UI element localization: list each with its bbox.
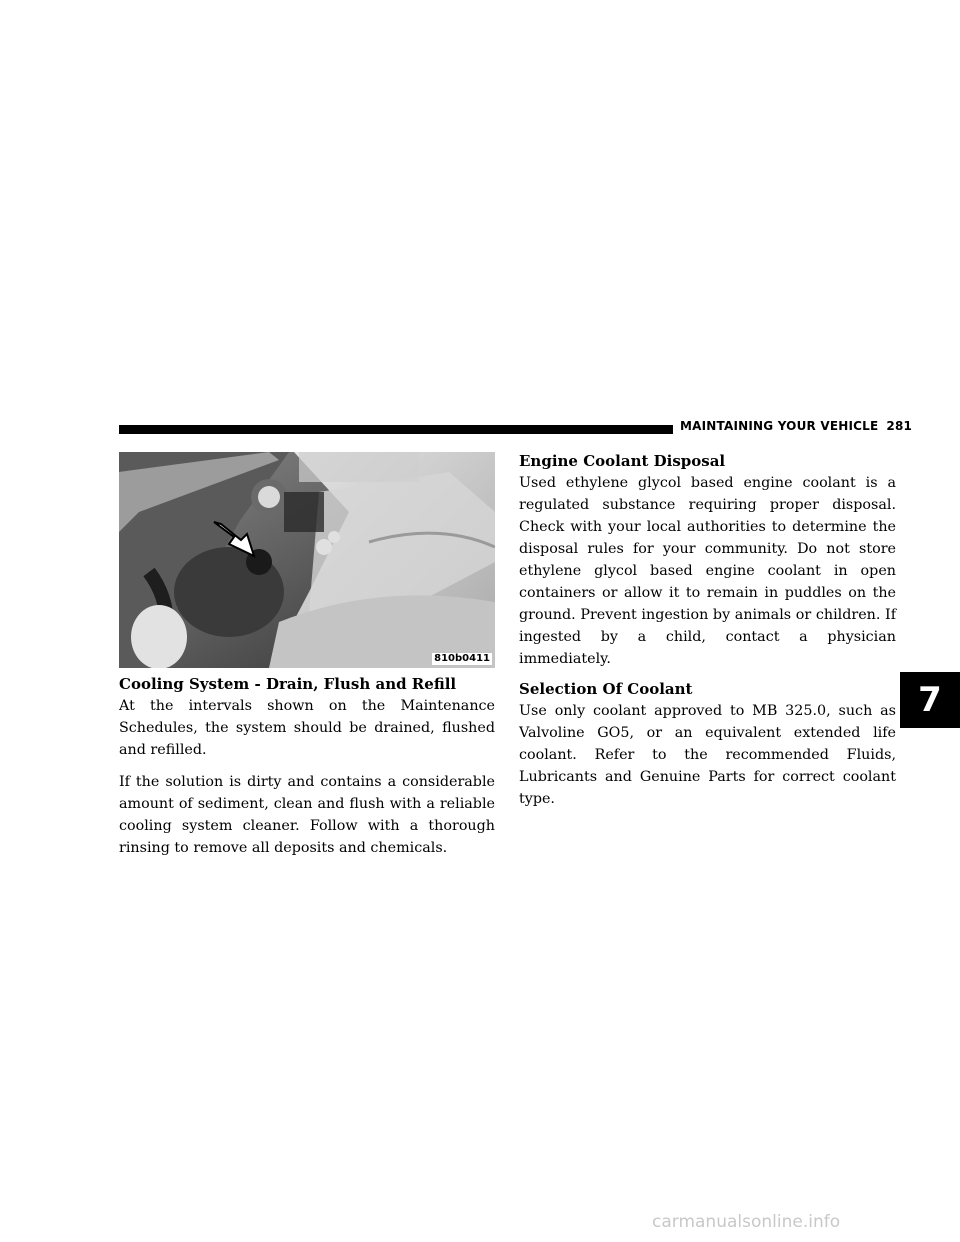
engine-bay-illustration (119, 452, 495, 668)
left-column (119, 673, 495, 859)
watermark: carmanualsonline.info (652, 1212, 841, 1232)
heading-selection-of-coolant: Selection Of Coolant (519, 680, 693, 698)
paragraph: If the solution is dirty and contains a considerable amount of sediment, clean and flush with a reliable cooling system cleaner. Follow with a thorough rinsing to remove all deposits and chemicals. (119, 774, 495, 856)
paragraph: Use only coolant approved to MB 325.0, such as Valvoline GO5, or an equivalent extended life coolant. Refer to the recommended Fluids, Lubricants and Genuine Parts for correct coolant type. (519, 703, 896, 807)
section-title: MAINTAINING YOUR VEHICLE (680, 419, 879, 433)
heading-cooling-system: Cooling System - Drain, Flush and Refill (119, 675, 457, 693)
paragraph: At the intervals shown on the Maintenance Schedules, the system should be drained, flushed and refilled. (119, 698, 495, 758)
right-column (519, 450, 896, 810)
chapter-tab: 7 (900, 672, 960, 728)
page-number: 281 (886, 419, 913, 433)
figure-code: 810b0411 (434, 653, 490, 664)
heading-coolant-disposal: Engine Coolant Disposal (519, 452, 726, 470)
paragraph: Used ethylene glycol based engine coolant is a regulated substance requiring proper disposal. Check with your local authorities to determine the disposal rules for your community. Do not store ethylene glycol based engine coolant in open containers or allow it to remain in puddles on the ground. Prevent ingestion by animals or children. If ingested by a child, contact a physician immediately. (519, 475, 896, 667)
running-header (680, 419, 912, 433)
engine-bay-photo (119, 452, 495, 668)
header-rule (119, 425, 673, 434)
